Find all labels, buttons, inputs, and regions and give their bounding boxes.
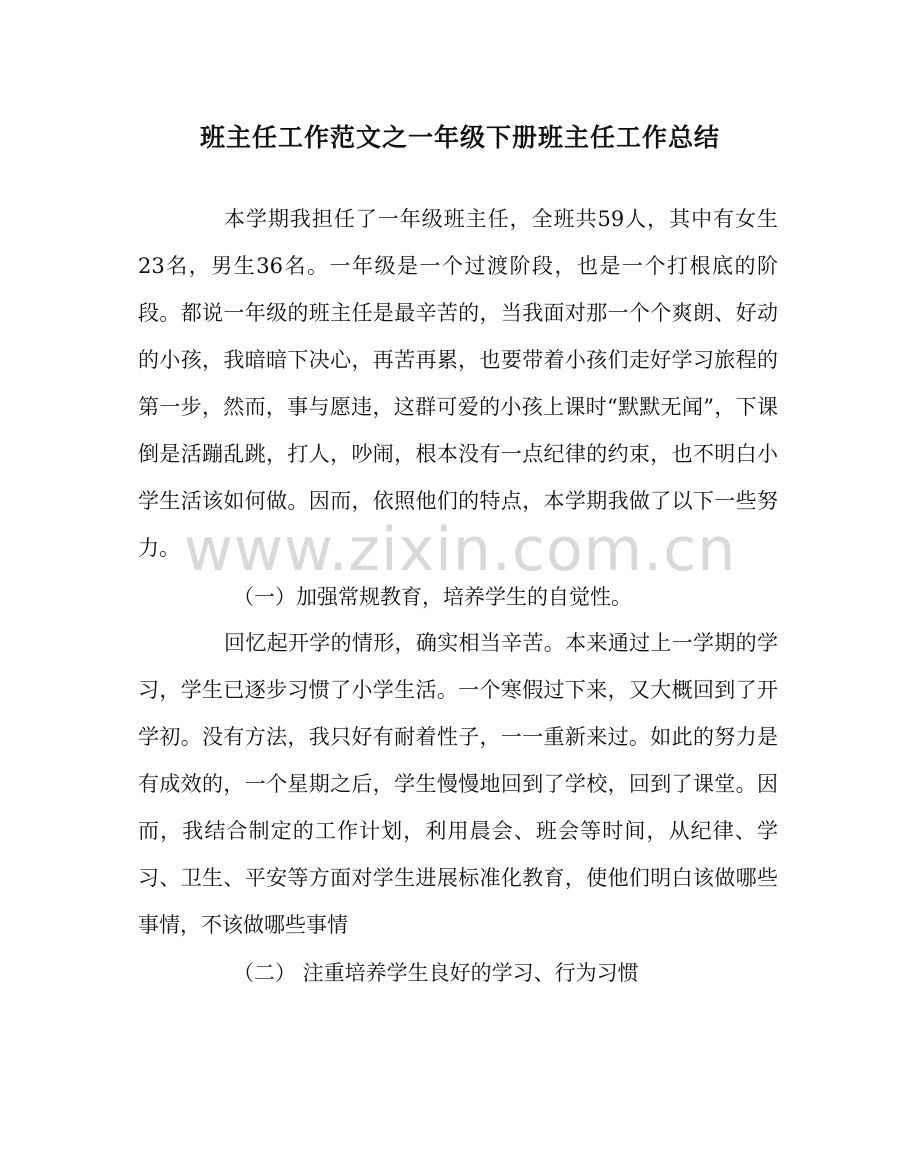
paragraph-routine-education: 回忆起开学的情形，确实相当辛苦。本来通过上一学期的学习，学生已逐步习惯了小学生活。一个寒假过下来，又大概回到了开学初。没有方法，我只好有耐着性子，一一重新来过。如此的努力是有成效的，一个星期之后，学生慢慢地回到了学校，回到了课堂。因而，我结合制定的工作计划，利用晨会、班会等时间，从纪律、学习、卫生、平安等方面对学生进展标准化教育，使他们明白该做哪些事情，不该做哪些事情 [138,631,778,937]
section-heading-2: （二） 注重培养学生良好的学习、行为习惯 [233,961,639,985]
paragraph-intro: 本学期我担任了一年级班主任，全班共59人，其中有女生23名，男生36名。一年级是一个过渡阶段，也是一个打根底的阶段。都说一年级的班主任是最辛苦的，当我面对那一个个爽朗、好动的小孩，我暗暗下决心，再苦再累，也要带着小孩们走好学习旅程的第一步，然而，事与愿违，这群可爱的小孩上课时“默默无闻”，下课倒是活蹦乱跳，打人，吵闹，根本没有一点纪律的约束，也不明白小学生活该如何做。因而，依照他们的特点，本学期我做了以下一些努力。 [138,207,778,560]
section-heading-1: （一）加强常规教育，培养学生的自觉性。 [233,585,632,609]
document-title: 班主任工作范文之一年级下册班主任工作总结 [199,123,720,152]
watermark: www.zixin.com.cn [183,515,737,585]
